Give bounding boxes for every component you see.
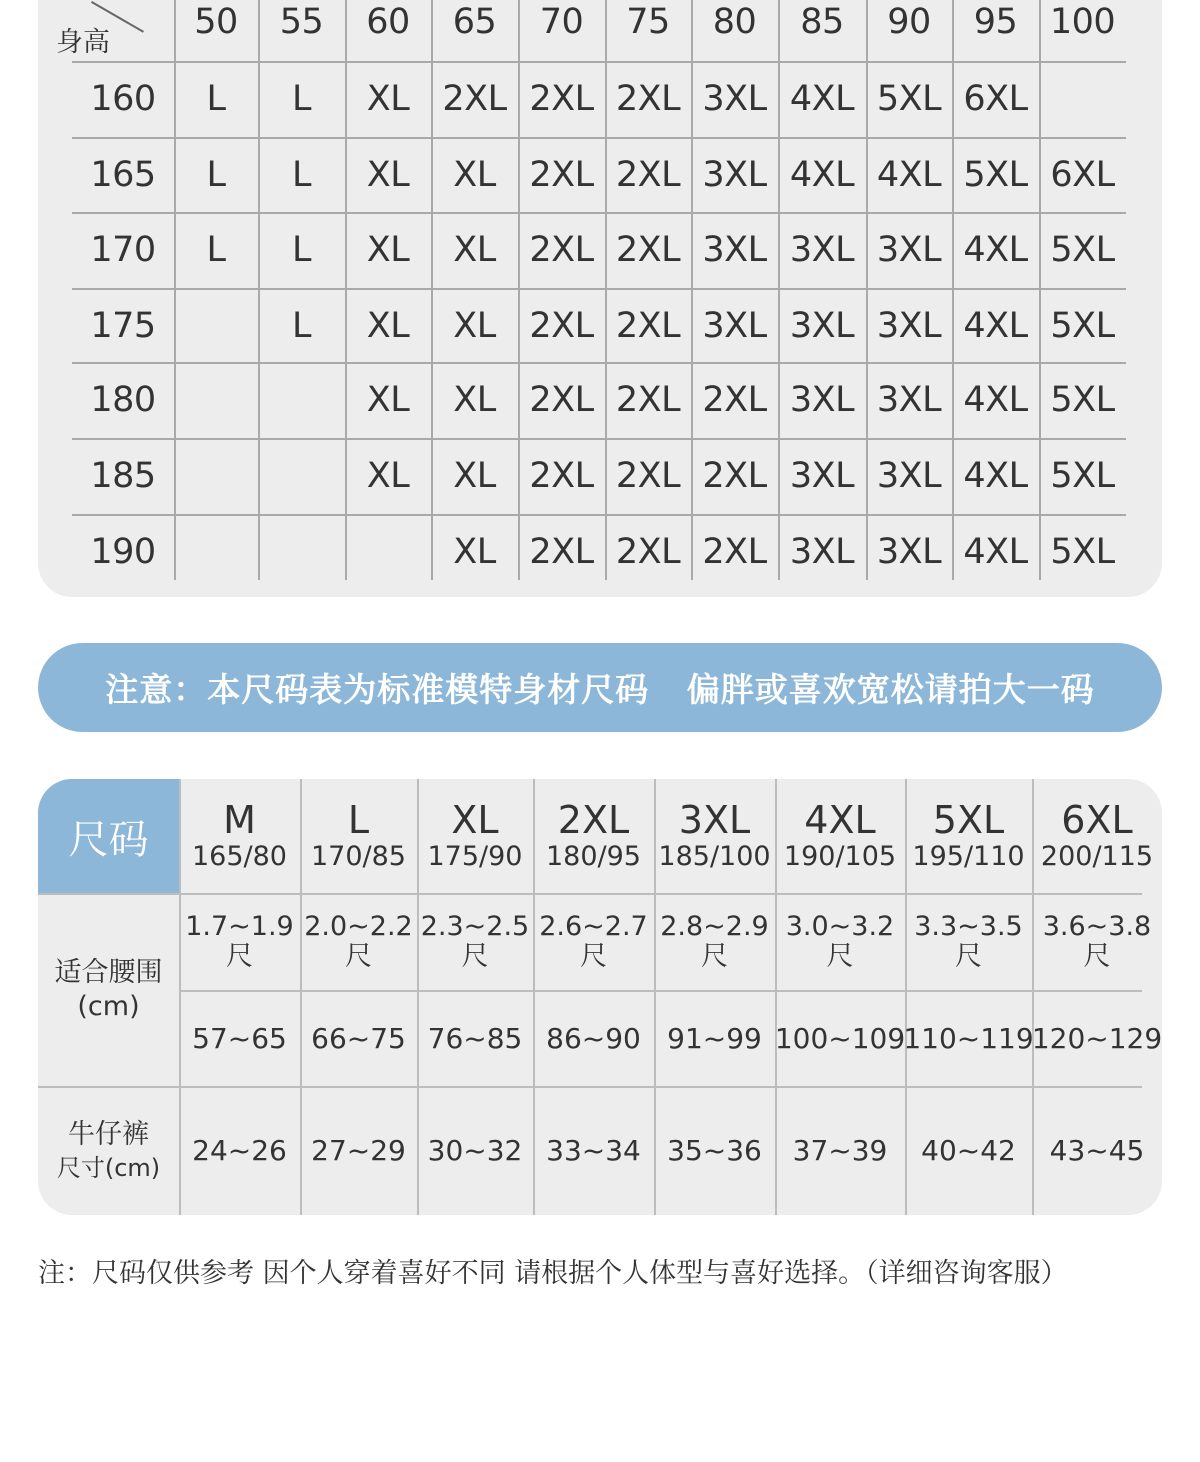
size-cell (1039, 61, 1126, 136)
waist-cm-value: 76~85 (427, 1021, 523, 1055)
waist-chi-value: 3.0~3.2 (785, 910, 895, 942)
waist-cm-value: 66~75 (311, 1021, 406, 1055)
size-cell: 5XL (1050, 455, 1115, 496)
height-cell: 165 (90, 154, 156, 195)
size-cell: XL (453, 229, 496, 270)
weight-header: 95 (973, 2, 1018, 42)
waist-cm-value: 110~119 (903, 1021, 1034, 1055)
size-column-header (654, 787, 775, 887)
waist-cm-value: 86~90 (546, 1021, 641, 1055)
size-cell (174, 288, 258, 363)
size-cell: XL (366, 78, 410, 119)
jeans-size-cell (775, 1086, 905, 1215)
jeans-size-value: 40~42 (921, 1134, 1016, 1167)
size-cell: 4XL (963, 531, 1028, 572)
waist-chi-value: 2.0~2.2 (304, 910, 413, 942)
chi-unit: 尺 (226, 940, 253, 972)
jeans-size-value: 27~29 (311, 1134, 406, 1167)
weight-header: 70 (539, 2, 584, 42)
jeans-size-value: 43~45 (1049, 1134, 1145, 1167)
size-name: 3XL (678, 798, 751, 842)
waist-cm-cell (1032, 990, 1162, 1086)
jeans-size-cell (300, 1086, 417, 1215)
waist-chi-value: 2.6~2.7 (539, 910, 648, 942)
waist-cm-cell (775, 990, 905, 1086)
footnote: 注：尺码仅供参考 因个人穿着喜好不同 请根据个人体型与喜好选择。（详细咨询客服） (38, 1258, 1068, 1289)
size-column-header (905, 787, 1032, 887)
jeans-size-cell (1032, 1086, 1162, 1215)
size-cell (345, 514, 431, 589)
waist-cm-cell (179, 990, 300, 1086)
weight-header: 100 (1049, 2, 1116, 42)
size-cell: 3XL (876, 305, 942, 346)
height-cell: 185 (90, 455, 156, 496)
height-cell: 170 (90, 229, 156, 270)
height-cell: 180 (90, 379, 156, 420)
size-cell: XL (453, 305, 496, 346)
size-cell: XL (366, 229, 410, 270)
chi-unit: 尺 (345, 940, 372, 972)
weight-header: 65 (452, 2, 497, 42)
weight-header: 85 (800, 2, 844, 42)
size-column-header (1032, 787, 1162, 887)
size-column-header (533, 787, 654, 887)
size-code: 195/110 (912, 841, 1025, 872)
size-cell: 5XL (1050, 379, 1115, 420)
size-column-header (179, 787, 300, 887)
size-cell: L (292, 78, 311, 119)
jeans-size-value: 37~39 (792, 1134, 888, 1167)
waist-chi-cell (905, 893, 1032, 990)
size-cell: 4XL (963, 229, 1028, 270)
waist-cm-cell (300, 990, 417, 1086)
size-cell: XL (453, 455, 496, 496)
jeans-size-cell (533, 1086, 654, 1215)
waist-cm-cell (417, 990, 533, 1086)
size-cell: 3XL (789, 531, 855, 572)
jeans-size-value: 24~26 (192, 1134, 287, 1167)
size-cell (258, 514, 345, 589)
waist-chi-cell (179, 893, 300, 990)
size-cell: 2XL (529, 531, 594, 572)
waist-chi-value: 1.7~1.9 (185, 910, 294, 942)
weight-header: 80 (712, 2, 757, 42)
size-cell: 2XL (529, 379, 594, 420)
waist-chi-value: 3.6~3.8 (1042, 910, 1152, 942)
size-column-header (300, 787, 417, 887)
size-cell: 2XL (529, 154, 594, 195)
jeans-size-cell (417, 1086, 533, 1215)
size-cell: 5XL (963, 154, 1028, 195)
waist-row-label (38, 893, 179, 1086)
size-cell: 3XL (876, 229, 942, 270)
waist-cm-value: 100~109 (774, 1021, 906, 1055)
size-cell: 4XL (963, 305, 1028, 346)
notice-banner: 注意：本尺码表为标准模特身材尺码 偏胖或喜欢宽松请拍大一码 (38, 643, 1162, 732)
chi-unit: 尺 (461, 940, 489, 972)
size-code: 170/85 (311, 841, 406, 872)
height-cell: 190 (90, 531, 156, 572)
chi-unit: 尺 (826, 940, 854, 972)
size-name: M (223, 798, 256, 842)
waist-chi-cell (1032, 893, 1162, 990)
jeans-row-label (38, 1086, 179, 1215)
size-cell: 2XL (615, 78, 681, 119)
size-cell: XL (366, 379, 410, 420)
size-cell: 2XL (702, 379, 767, 420)
jeans-unit-label: 尺寸(cm) (56, 1153, 161, 1182)
jeans-size-value: 35~36 (667, 1134, 762, 1167)
size-code: 200/115 (1040, 841, 1154, 872)
chi-unit: 尺 (580, 940, 607, 972)
size-cell: 3XL (702, 305, 767, 346)
size-cell: 6XL (963, 78, 1028, 119)
size-code: 165/80 (192, 841, 287, 872)
size-cell: 3XL (702, 154, 767, 195)
chi-unit: 尺 (955, 940, 982, 972)
waist-chi-cell (300, 893, 417, 990)
size-cell: L (292, 154, 311, 195)
waist-cm-cell (654, 990, 775, 1086)
size-cell: 3XL (702, 78, 767, 119)
size-name: 2XL (557, 798, 630, 842)
jeans-size-value: 33~34 (546, 1134, 641, 1167)
weight-header: 55 (279, 2, 324, 42)
size-cell: 5XL (876, 78, 942, 119)
weight-header: 90 (887, 2, 931, 42)
chi-unit: 尺 (701, 940, 728, 972)
jeans-size-cell (654, 1086, 775, 1215)
size-name: L (347, 798, 370, 842)
size-cell: 4XL (789, 154, 855, 195)
size-code: 175/90 (427, 841, 523, 872)
size-cell: 2XL (529, 78, 594, 119)
waist-chi-value: 2.3~2.5 (420, 910, 530, 942)
weight-header: 60 (366, 2, 410, 42)
height-cell: 160 (90, 78, 156, 119)
size-cell: L (206, 154, 226, 195)
size-cell (258, 438, 345, 513)
size-cell: L (292, 229, 311, 270)
size-cell: 2XL (529, 455, 594, 496)
chi-unit: 尺 (1083, 940, 1111, 972)
size-cell: 4XL (789, 78, 855, 119)
size-cell: 2XL (442, 78, 507, 119)
size-cell: XL (453, 154, 496, 195)
size-cell: 6XL (1050, 154, 1115, 195)
size-header-label: 尺码 (38, 779, 179, 893)
size-cell: 2XL (529, 229, 594, 270)
size-cell: 3XL (876, 531, 942, 572)
size-column-header (775, 787, 905, 887)
waist-cm-value: 57~65 (192, 1021, 287, 1055)
size-name: 4XL (804, 798, 876, 842)
jeans-label: 牛仔裤 (68, 1118, 149, 1150)
size-cell: 4XL (876, 154, 942, 195)
size-cell: XL (366, 154, 410, 195)
size-cell: 3XL (789, 455, 855, 496)
size-cell: 2XL (615, 379, 681, 420)
size-cell: 2XL (702, 531, 767, 572)
waist-chi-cell (775, 893, 905, 990)
size-cell: 3XL (876, 455, 942, 496)
waist-cm-value: 91~99 (667, 1021, 762, 1055)
size-cell: XL (453, 531, 496, 572)
size-name: 5XL (932, 798, 1005, 842)
weight-header: 75 (626, 2, 670, 42)
size-cell: 2XL (702, 455, 767, 496)
waist-cm-value: 120~129 (1031, 1021, 1162, 1055)
size-name: XL (451, 798, 499, 842)
waist-label: 适合腰围 (54, 956, 163, 988)
size-cell: L (206, 78, 226, 119)
size-code: 190/105 (783, 841, 897, 872)
size-name: 6XL (1061, 798, 1133, 842)
size-cell: XL (453, 379, 496, 420)
size-cell: 4XL (963, 455, 1028, 496)
jeans-size-value: 30~32 (427, 1134, 523, 1167)
size-cell: 2XL (615, 455, 681, 496)
waist-chi-cell (417, 893, 533, 990)
waist-chi-value: 3.3~3.5 (914, 910, 1023, 942)
size-cell: 5XL (1050, 305, 1115, 346)
waist-cm-cell (533, 990, 654, 1086)
weight-header: 50 (194, 2, 238, 42)
waist-cm-cell (905, 990, 1032, 1086)
size-cell: 2XL (615, 154, 681, 195)
size-cell (174, 514, 258, 589)
size-cell: 2XL (529, 305, 594, 346)
size-column-header (417, 787, 533, 887)
size-code: 185/100 (658, 841, 771, 872)
size-cell: L (206, 229, 226, 270)
size-cell (258, 362, 345, 437)
size-cell: L (292, 305, 311, 346)
size-cell: 3XL (789, 229, 855, 270)
size-cell: 2XL (615, 229, 681, 270)
size-code: 180/95 (546, 841, 641, 872)
size-cell: 2XL (615, 531, 681, 572)
jeans-size-cell (179, 1086, 300, 1215)
size-cell (174, 438, 258, 513)
size-cell: 3XL (702, 229, 767, 270)
size-cell: 3XL (876, 379, 942, 420)
waist-unit-label: (cm) (77, 990, 140, 1022)
waist-chi-cell (533, 893, 654, 990)
size-cell: XL (366, 305, 410, 346)
size-cell: 2XL (615, 305, 681, 346)
size-measurement-table (38, 779, 1162, 1215)
height-label: 身高 (56, 27, 110, 58)
jeans-size-cell (905, 1086, 1032, 1215)
size-cell: 4XL (963, 379, 1028, 420)
size-cell: 3XL (789, 305, 855, 346)
size-cell: 5XL (1050, 229, 1115, 270)
height-cell: 175 (90, 305, 156, 346)
waist-chi-cell (654, 893, 775, 990)
size-cell: 3XL (789, 379, 855, 420)
waist-chi-value: 2.8~2.9 (660, 910, 769, 942)
size-cell: 5XL (1050, 531, 1115, 572)
size-cell (174, 362, 258, 437)
size-cell: XL (366, 455, 410, 496)
